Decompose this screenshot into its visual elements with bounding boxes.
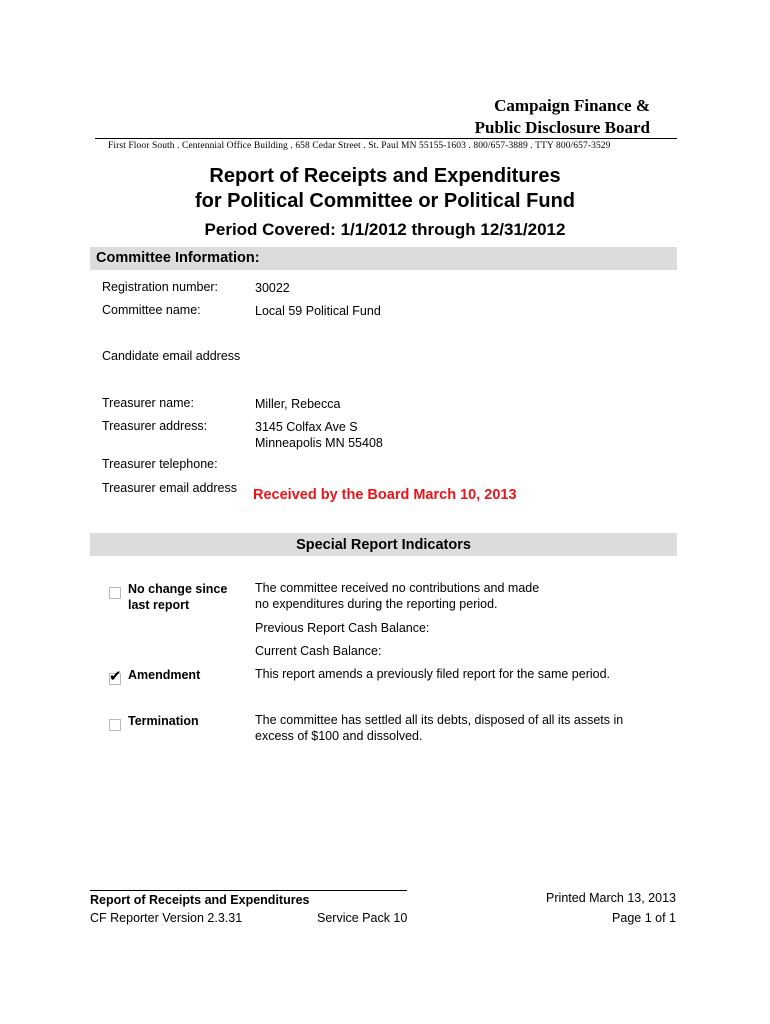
no-change-description-line1: The committee received no contributions and made (255, 581, 540, 595)
special-indicators-heading: Special Report Indicators (296, 537, 471, 553)
registration-label: Registration number: (102, 280, 219, 294)
period-covered: Period Covered: 1/1/2012 through 12/31/2012 (204, 220, 566, 239)
candidate-email-label: Candidate email address (102, 349, 241, 363)
footer-page-number: Page 1 of 1 (612, 911, 676, 925)
no-change-description-line2: no expenditures during the reporting period. (255, 597, 498, 611)
committee-info-band (90, 247, 677, 270)
no-change-label-line2: last report (128, 598, 190, 612)
amendment-label: Amendment (128, 668, 201, 682)
footer-printed-date: Printed March 13, 2013 (546, 891, 676, 905)
amendment-description: This report amends a previously filed report for the same period. (255, 667, 611, 681)
termination-description-line1: The committee has settled all its debts, disposed of all its assets in (255, 713, 624, 727)
current-balance-label: Current Cash Balance: (255, 644, 382, 658)
committee-info-heading: Committee Information: (96, 250, 260, 266)
termination-description-line2: excess of $100 and dissolved. (255, 729, 423, 743)
committee-name-label: Committee name: (102, 303, 201, 317)
treasurer-name-label: Treasurer name: (102, 396, 194, 410)
check-mark-icon: ✔ (109, 667, 122, 685)
termination-checkbox[interactable] (109, 719, 121, 731)
registration-value: 30022 (255, 281, 290, 295)
treasurer-name-value: Miller, Rebecca (255, 397, 341, 411)
header-divider (95, 138, 677, 139)
no-change-label-line1: No change since (128, 582, 228, 596)
treasurer-address-line1: 3145 Colfax Ave S (255, 420, 358, 434)
report-title-line2: for Political Committee or Political Fund (194, 190, 576, 212)
special-indicators-band (90, 533, 677, 556)
amendment-checkbox[interactable] (109, 667, 122, 685)
termination-label: Termination (128, 714, 199, 728)
footer-version: CF Reporter Version 2.3.31 (90, 911, 243, 925)
previous-balance-label: Previous Report Cash Balance: (255, 621, 430, 635)
footer-service-pack: Service Pack 10 (317, 911, 408, 925)
report-title-line1: Report of Receipts and Expenditures (209, 165, 561, 187)
agency-address: First Floor South . Centennial Office Building . 658 Cedar Street . St. Paul MN 55155-1603 . 800/657-3889 . TTY 800/657-3529 (108, 141, 611, 151)
footer-divider (90, 890, 407, 891)
treasurer-email-label: Treasurer email address (102, 481, 238, 495)
committee-name-value: Local 59 Political Fund (255, 304, 381, 318)
treasurer-address-label: Treasurer address: (102, 419, 208, 433)
agency-name-line2: Public Disclosure Board (474, 118, 650, 137)
treasurer-address-line2: Minneapolis MN 55408 (255, 436, 383, 450)
agency-name-line1: Campaign Finance & (494, 96, 650, 115)
footer-report-name: Report of Receipts and Expenditures (90, 893, 310, 907)
no-change-checkbox[interactable] (109, 587, 121, 599)
received-stamp: Received by the Board March 10, 2013 (253, 487, 517, 503)
treasurer-phone-label: Treasurer telephone: (102, 457, 218, 471)
